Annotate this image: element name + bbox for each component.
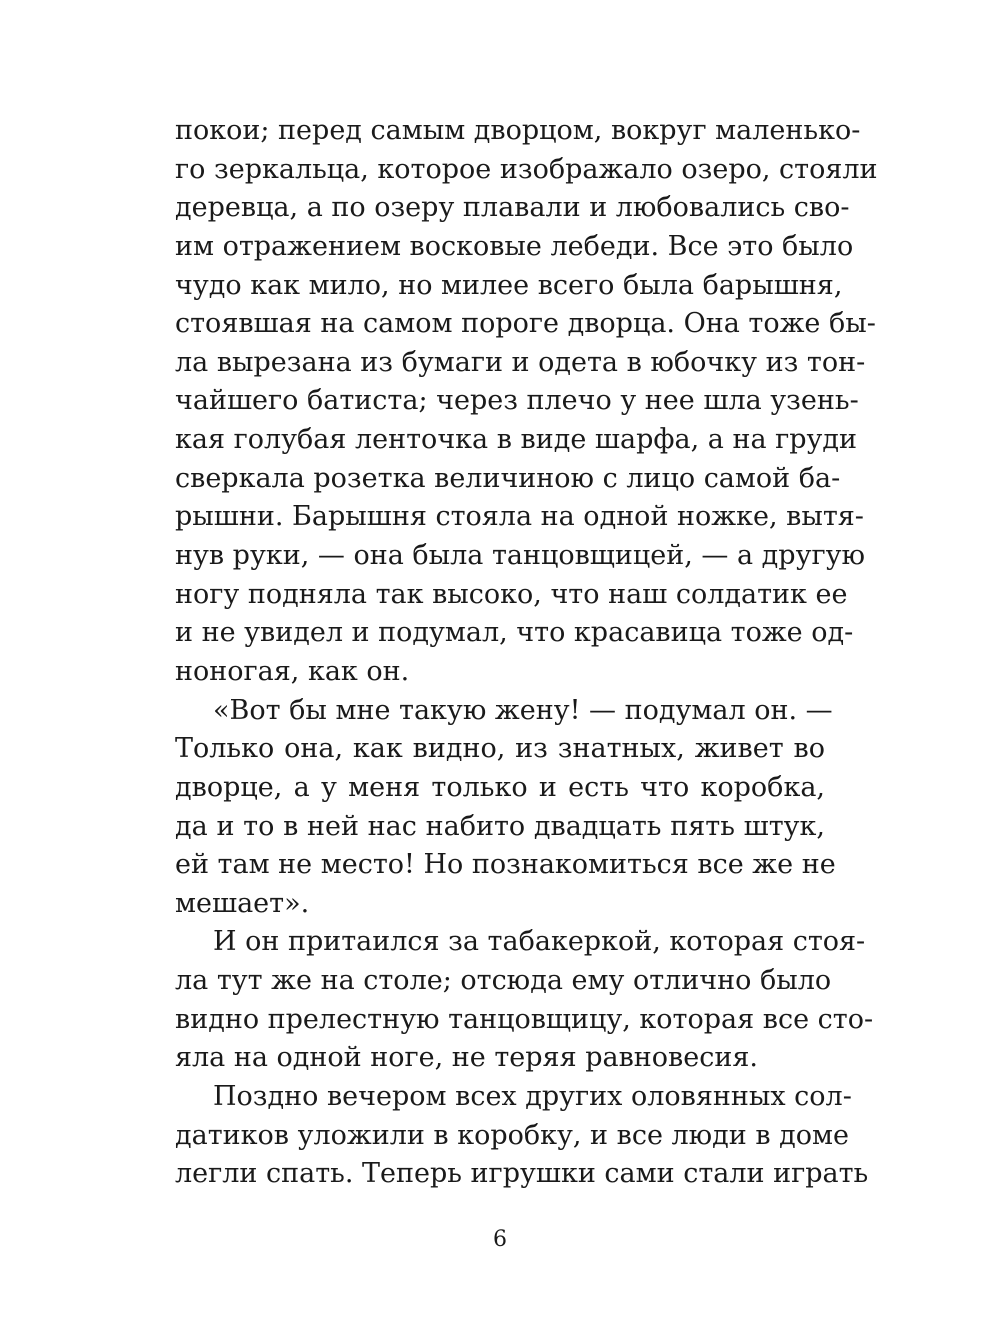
text-line: кая голубая ленточка в виде шарфа, а на груди — [175, 424, 858, 456]
text-line: сверкала розетка величиною с лицо самой ба- — [175, 462, 841, 494]
text-line: да и то в ней нас набито двадцать пять штук, — [175, 810, 825, 842]
text-line: легли спать. Теперь игрушки сами стали играть — [175, 1158, 869, 1190]
text-line: видно прелестную танцовщицу, которая все сто- — [175, 1003, 874, 1035]
text-line: датиков уложили в коробку, и все люди в доме — [175, 1119, 850, 1151]
text-line: яла на одной ноге, не теряя равновесия. — [175, 1042, 758, 1074]
text-line: Только она, как видно, из знатных, живет во — [175, 733, 825, 765]
text-line: «Вот бы мне такую жену! — подумал он. — — [213, 694, 833, 726]
text-line: мешает». — [175, 887, 310, 919]
text-line: рышни. Барышня стояла на одной ножке, вытя- — [175, 501, 864, 533]
text-line: покои; перед самым дворцом, вокруг маленько- — [175, 115, 861, 146]
text-line: ногу подняла так высоко, что наш солдатик ее — [175, 578, 848, 610]
page-number: 6 — [493, 1227, 507, 1252]
text-line: нув руки, — она была танцовщицей, — а другую — [175, 540, 866, 572]
text-line: деревца, а по озеру плавали и любовались сво- — [175, 192, 850, 224]
text-line: ноногая, как он. — [175, 655, 410, 687]
text-line: ла тут же на столе; отсюда ему отлично было — [175, 965, 832, 997]
text-line: Поздно вечером всех других оловянных сол- — [213, 1081, 852, 1113]
text-line: им отражением восковые лебеди. Все это было — [175, 230, 854, 262]
text-line: ла вырезана из бумаги и одета в юбочку из тон- — [175, 346, 866, 378]
text-line: ей там не место! Но познакомиться все же не — [175, 849, 836, 881]
text-line: го зеркальца, которое изображало озеро, стояли — [175, 153, 878, 185]
text-line: чайшего батиста; через плечо у нее шла узень- — [175, 385, 859, 417]
text-line: и не увидел и подумал, что красавица тоже од- — [175, 617, 854, 649]
text-line: чудо как мило, но милее всего была барышня, — [175, 269, 843, 301]
text-line: стоявшая на самом пороге дворца. Она тоже бы- — [175, 308, 876, 340]
body-text — [175, 112, 878, 1194]
text-line: дворце, а у меня только и есть что коробка, — [175, 771, 825, 803]
text-line: И он притаился за табакеркой, которая стоя- — [213, 926, 866, 958]
